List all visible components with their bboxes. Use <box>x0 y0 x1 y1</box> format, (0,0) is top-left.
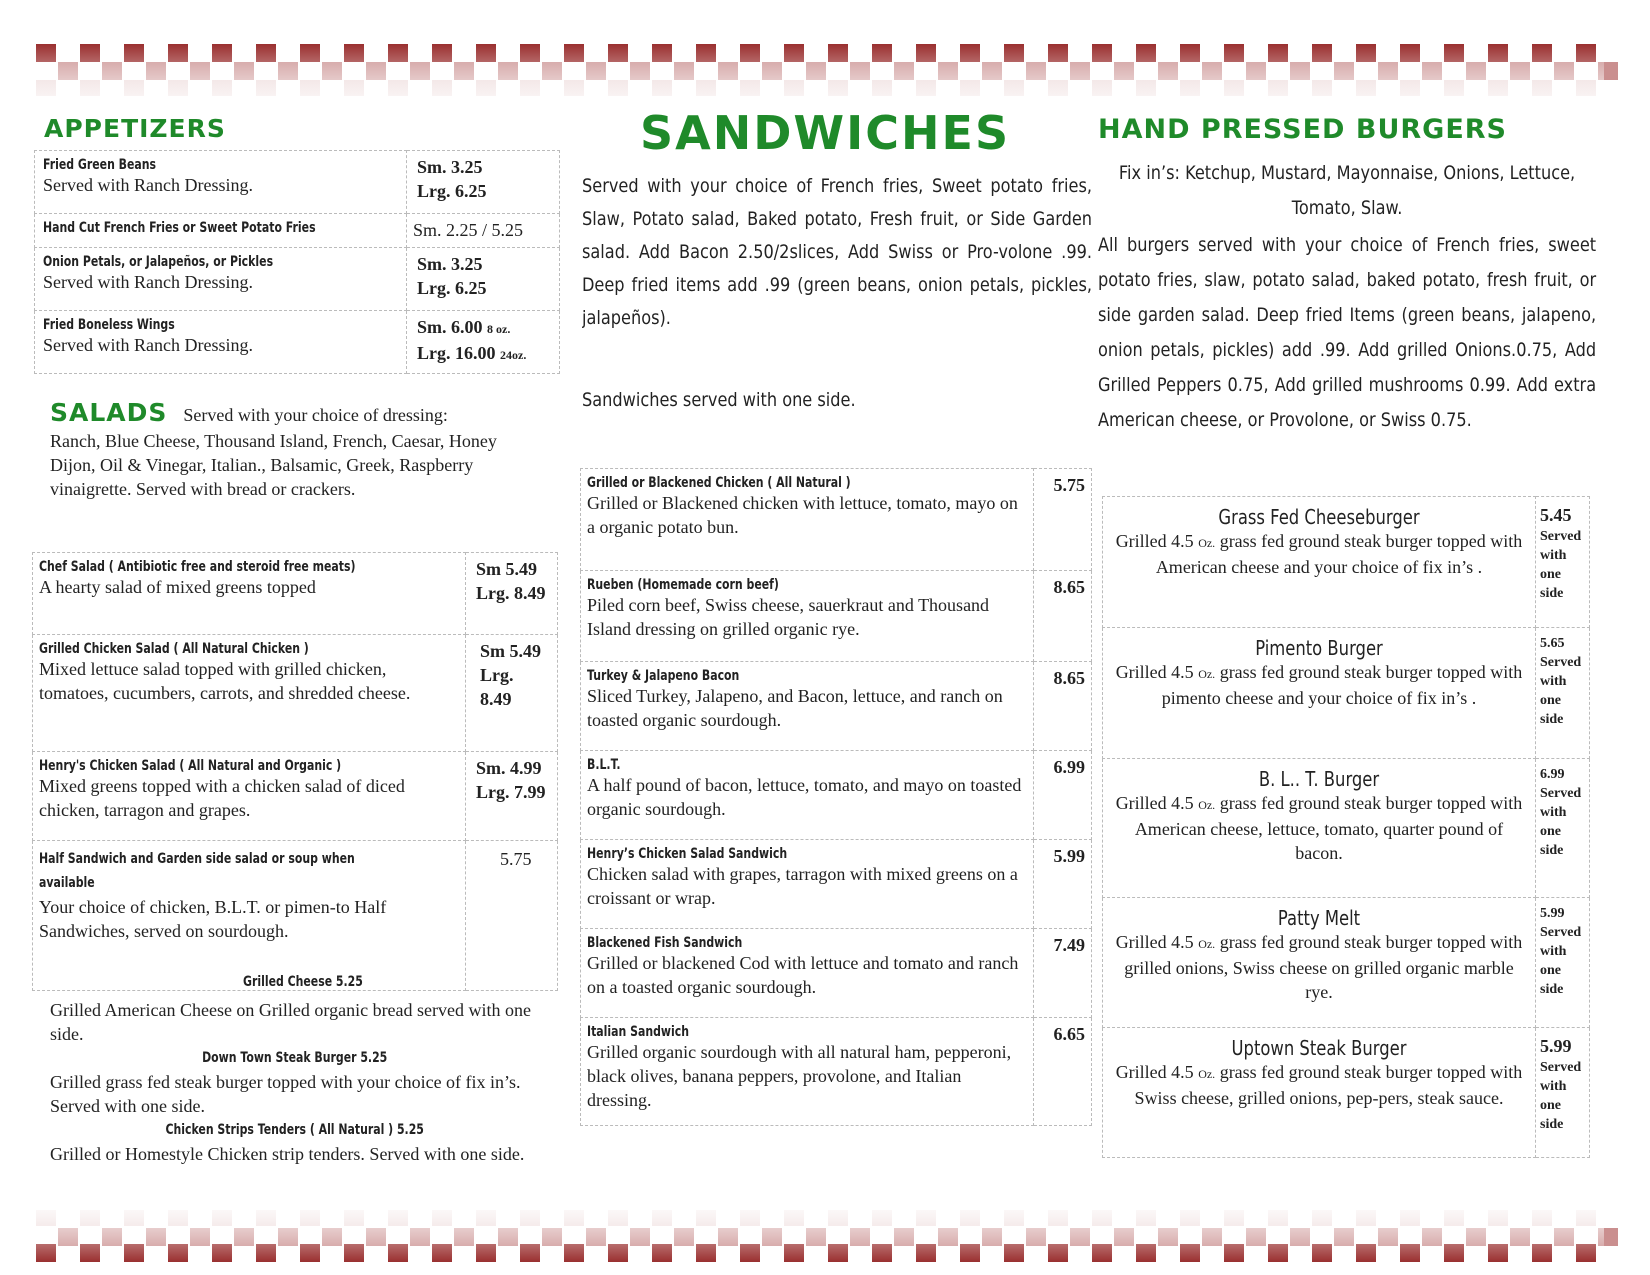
item-name: Grilled or Blackened Chicken ( All Natural ) <box>587 475 851 491</box>
sandwiches-heading: SANDWICHES <box>640 106 1011 160</box>
side-note: Served with one side <box>1540 655 1582 727</box>
item-price: 5.99 <box>1540 1036 1572 1056</box>
item-price: 5.75 <box>500 849 532 869</box>
table-row <box>35 311 560 374</box>
item-price: 8.65 <box>1053 577 1085 597</box>
table-row <box>581 571 1092 662</box>
item-price: Sm. 3.25 <box>417 254 483 274</box>
item-name: Grilled Chicken Salad ( All Natural Chicken ) <box>39 641 309 657</box>
item-desc: Grilled 4.5 Oz. grass fed ground steak burger topped with American cheese and your choice of fix in’s . <box>1115 531 1523 577</box>
item-name: Pimento Burger <box>1255 636 1383 660</box>
item-desc: Mixed lettuce salad topped with grilled chicken, tomatoes, cucumbers, carrots, and shredded cheese. <box>39 659 411 703</box>
item-price: 6.99 <box>1540 767 1565 782</box>
appetizers-heading: APPETIZERS <box>44 114 226 143</box>
item-price: Lrg. 6.25 <box>417 278 487 298</box>
item-price: 5.75 <box>1053 475 1085 495</box>
item-price: Sm 5.49 <box>480 641 542 661</box>
item-name: Hand Cut French Fries or Sweet Potato Fries <box>43 220 316 236</box>
table-row <box>1103 898 1590 1028</box>
item-desc: Served with Ranch Dressing. <box>43 175 253 195</box>
table-row <box>33 635 558 752</box>
item-price: Sm. 6.00 8 oz. <box>417 317 511 337</box>
burgers-fixins: Fix in’s: Ketchup, Mustard, Mayonnaise, Onions, Lettuce, Tomato, Slaw. <box>1118 162 1576 219</box>
table-row <box>33 752 558 841</box>
item-name: Fried Green Beans <box>43 157 157 173</box>
item-name: Italian Sandwich <box>587 1024 689 1040</box>
salads-intro: Served with your choice of dressing: <box>183 405 448 425</box>
sandwiches-table <box>580 468 1092 1126</box>
table-row <box>35 214 560 248</box>
item-name: Blackened Fish Sandwich <box>587 935 743 951</box>
item-name: Patty Melt <box>1277 906 1361 930</box>
side-note: Served with one side <box>1540 529 1582 601</box>
item-name: Henry's Chicken Salad ( All Natural and Organic ) <box>39 758 342 774</box>
table-row <box>1103 497 1590 628</box>
item-price: 5.45 <box>1540 505 1572 525</box>
table-row <box>581 662 1092 751</box>
item-price: Sm. 4.99 <box>476 758 542 778</box>
item-desc: Served with Ranch Dressing. <box>43 272 253 292</box>
item-name: Turkey & Jalapeno Bacon <box>587 668 740 684</box>
item-price: 5.65 <box>1540 636 1565 651</box>
item-price: Sm 5.49 <box>476 559 538 579</box>
appetizers-table <box>34 150 560 374</box>
side-note: Served with one side <box>1540 786 1582 858</box>
item-desc: Served with Ranch Dressing. <box>43 335 253 355</box>
item-name: B.L.T. <box>587 757 621 773</box>
steak-burger-name: Down Town Steak Burger 5.25 <box>202 1050 388 1066</box>
table-row <box>1103 628 1590 759</box>
table-row <box>581 929 1092 1018</box>
top-checkered-border <box>36 44 1604 96</box>
item-price: Lrg. 16.00 24oz. <box>417 343 527 363</box>
item-desc: Chicken salad with grapes, tarragon with mixed greens on a croissant or wrap. <box>587 864 1018 908</box>
grilled-cheese-name: Grilled Cheese 5.25 <box>243 974 363 990</box>
salads-dressings: Ranch, Blue Cheese, Thousand Island, French, Caesar, Honey Dijon, Oil & Vinegar, Italian., Balsamic, Greek, Raspberry vinaigrette. Served with bread or crackers. <box>50 431 497 499</box>
item-desc: Your choice of chicken, B.L.T. or pimen-to Half Sandwiches, served on sourdough. <box>39 897 387 941</box>
salads-heading: SALADS <box>50 398 168 427</box>
item-price: Lrg. 7.99 <box>476 782 546 802</box>
item-price: Sm. 3.25 <box>417 157 483 177</box>
salads-extras <box>50 998 540 1166</box>
item-name: Half Sandwich and Garden side salad or soup when available <box>39 851 355 891</box>
item-desc: Grilled or blackened Cod with lettuce and tomato and ranch on a toasted organic sourdough. <box>587 953 1019 997</box>
side-note: Served with one side <box>1540 1060 1582 1132</box>
item-price: 6.99 <box>1053 757 1085 777</box>
item-name: Rueben (Homemade corn beef) <box>587 577 779 593</box>
item-desc: A hearty salad of mixed greens topped <box>39 577 316 597</box>
item-name: B. L.. T. Burger <box>1258 767 1380 791</box>
item-price: Sm. 2.25 / 5.25 <box>413 220 524 240</box>
side-note: Served with one side <box>1540 925 1582 997</box>
table-row <box>581 840 1092 929</box>
table-row <box>33 841 558 991</box>
item-desc: Grilled 4.5 Oz. grass fed ground steak burger topped with Swiss cheese, grilled onions, pep-pers, steak sauce. <box>1115 1062 1523 1108</box>
table-row <box>581 469 1092 571</box>
table-row <box>581 1018 1092 1126</box>
item-price: 7.49 <box>1053 935 1085 955</box>
chicken-strips-name: Chicken Strips Tenders ( All Natural ) 5.25 <box>165 1122 425 1138</box>
table-row <box>35 248 560 311</box>
chicken-strips-desc: Grilled or Homestyle Chicken strip tenders. Served with one side. <box>50 1144 525 1164</box>
table-row <box>1103 1028 1590 1158</box>
burgers-intro: All burgers served with your choice of French fries, sweet potato fries, slaw, potato salad, baked potato, fresh fruit, or side garden salad. Deep fried Items (green beans, jalapeno, onion petals, pickles) add .99. Add grilled Onions.0.75, Add Grilled Peppers 0.75, Add grilled mushrooms 0.99. Add extra American cheese, or Provolone, or Swiss 0.75. <box>1098 234 1597 431</box>
item-name: Uptown Steak Burger <box>1231 1036 1407 1060</box>
item-desc: Grilled 4.5 Oz. grass fed ground steak burger topped with American cheese, lettuce, tomato, quarter pound of bacon. <box>1115 793 1523 863</box>
item-desc: Piled corn beef, Swiss cheese, sauerkraut and Thousand Island dressing on grilled organic rye. <box>587 595 990 639</box>
table-row <box>33 553 558 635</box>
burgers-heading: HAND PRESSED BURGERS <box>1098 114 1507 145</box>
item-price: 5.99 <box>1540 906 1565 921</box>
table-row <box>581 751 1092 840</box>
item-desc: Grilled organic sourdough with all natural ham, pepperoni, black olives, banana peppers, provolone, and Italian dressing. <box>587 1042 1012 1110</box>
salads-table <box>32 552 558 991</box>
item-price: Lrg. 8.49 <box>480 665 514 709</box>
item-price: Lrg. 6.25 <box>417 181 487 201</box>
item-price: 8.65 <box>1053 668 1085 688</box>
item-desc: Mixed greens topped with a chicken salad of diced chicken, tarragon and grapes. <box>39 776 405 820</box>
sandwiches-note: Sandwiches served with one side. <box>582 389 856 411</box>
burgers-table <box>1102 496 1590 1158</box>
table-row <box>35 151 560 214</box>
item-name: Grass Fed Cheeseburger <box>1218 505 1420 529</box>
item-desc: Grilled 4.5 Oz. grass fed ground steak burger topped with pimento cheese and your choice of fix in’s . <box>1115 662 1523 708</box>
item-name: Henry’s Chicken Salad Sandwich <box>587 846 788 862</box>
table-row <box>1103 759 1590 898</box>
sandwiches-intro: Served with your choice of French fries, Sweet potato fries, Slaw, Potato salad, Baked potato, Fresh fruit, or Side Garden salad. Add Bacon 2.50/2slices, Add Swiss or Pro-volone .99. Deep fried items add .99 (green beans, onion petals, pickles, jalapeños). <box>582 175 1092 329</box>
bottom-checkered-border <box>36 1210 1604 1262</box>
item-desc: Grilled or Blackened chicken with lettuce, tomato, mayo on a organic potato bun. <box>587 493 1018 537</box>
item-desc: Grilled 4.5 Oz. grass fed ground steak burger topped with grilled onions, Swiss cheese on grilled organic marble rye. <box>1115 932 1523 1002</box>
item-name: Chef Salad ( Antibiotic free and steroid free meats) <box>39 559 356 575</box>
item-price: 6.65 <box>1053 1024 1085 1044</box>
item-name: Fried Boneless Wings <box>43 317 175 333</box>
item-price: 5.99 <box>1053 846 1085 866</box>
item-name: Onion Petals, or Jalapeños, or Pickles <box>43 254 274 270</box>
steak-burger-desc: Grilled grass fed steak burger topped with your choice of fix in’s. Served with one side. <box>50 1072 521 1116</box>
grilled-cheese-desc: Grilled American Cheese on Grilled organic bread served with one side. <box>50 1000 532 1044</box>
item-desc: A half pound of bacon, lettuce, tomato, and mayo on toasted organic sourdough. <box>587 775 1022 819</box>
item-desc: Sliced Turkey, Jalapeno, and Bacon, lettuce, and ranch on toasted organic sourdough. <box>587 686 1003 730</box>
salads-section <box>50 398 540 501</box>
item-price: Lrg. 8.49 <box>476 583 546 603</box>
